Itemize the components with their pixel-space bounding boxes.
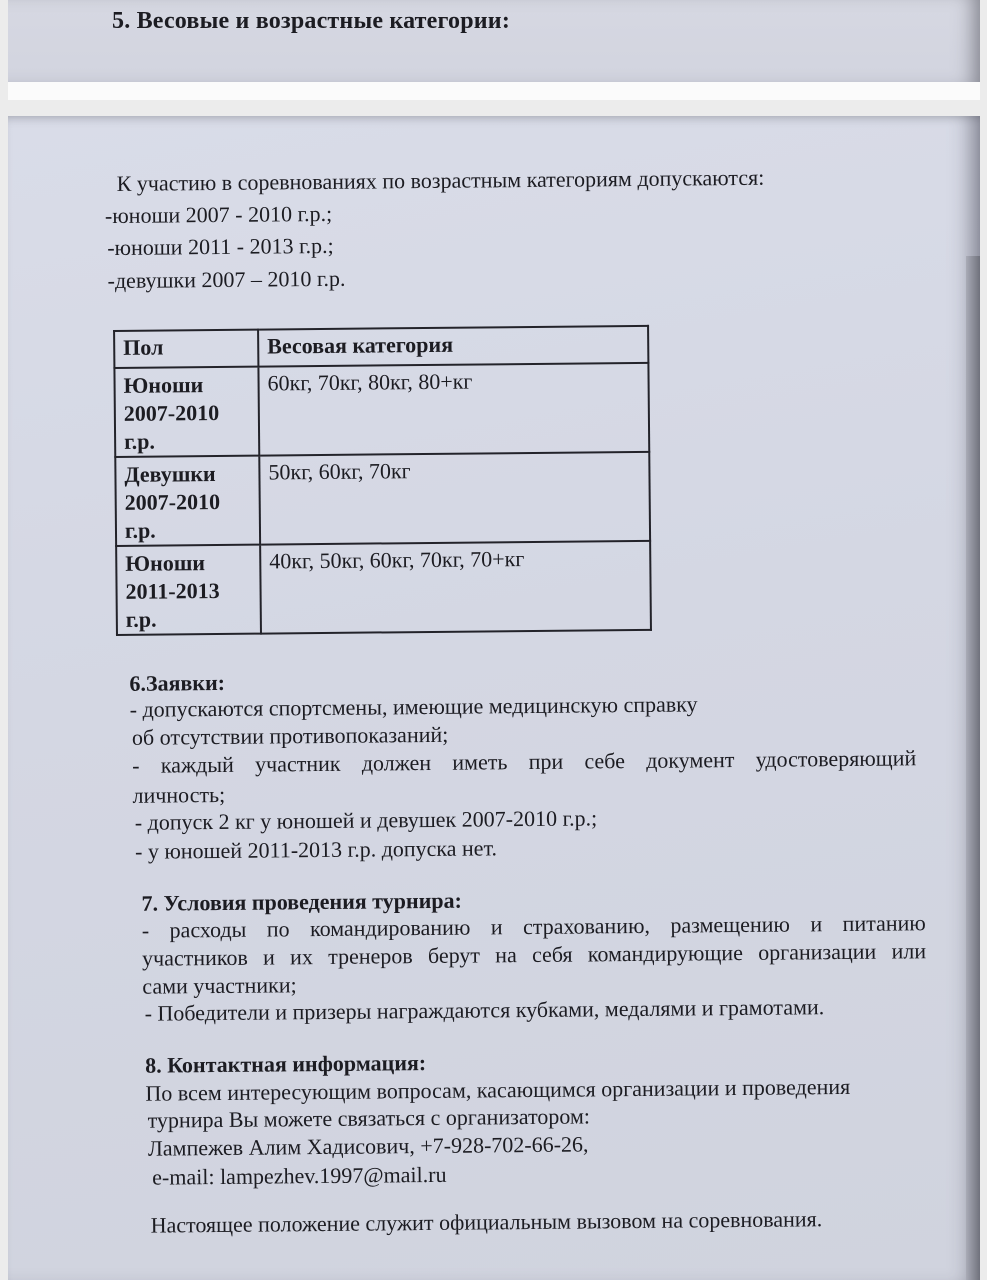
- footer-note: Настоящее положение служит официальным вызовом на соревнования.: [150, 1206, 823, 1238]
- intro-text: К участию в соревнованиях по возрастным категориям допускаются:: [116, 164, 765, 196]
- weight-category-table: [113, 325, 652, 636]
- page-photo-main: [8, 116, 980, 1280]
- table-cell-weights: 60кг, 70кг, 80кг, 80+кг: [258, 363, 649, 456]
- section-6-line: - допуск 2 кг у юношей и девушек 2007-2010 г.р.;: [134, 805, 598, 835]
- section-6-line: - допускаются спортсмены, имеющие медицинскую справку: [129, 691, 698, 722]
- section-7-line: участников и их тренеров берут на себя командирующие организации или: [141, 938, 927, 971]
- section-7-line: сами участники;: [142, 972, 297, 999]
- section-7-title: 7. Условия проведения турнира:: [141, 887, 462, 916]
- document-content: [8, 116, 980, 1280]
- page-photo-top: [8, 0, 980, 82]
- table-header-weight: Весовая категория: [258, 326, 648, 367]
- section-7-line: - расходы по командированию и страхованию, размещению и питанию: [141, 910, 926, 943]
- divider: [8, 82, 980, 100]
- table-header-sex: Пол: [114, 330, 258, 368]
- intro-item: -юноши 2007 - 2010 г.р.;: [104, 200, 333, 229]
- section-8-line: турнира Вы можете связаться с организатором:: [147, 1103, 591, 1133]
- section-6-title: 6.Заявки:: [129, 669, 226, 696]
- table-cell-sex: Девушки 2007-2010 г.р.: [115, 456, 260, 546]
- contact-email: e-mail: lampezhev.1997@mail.ru: [152, 1161, 447, 1190]
- table-row: [115, 452, 650, 546]
- table-cell-weights: 40кг, 50кг, 60кг, 70кг, 70+кг: [260, 541, 651, 634]
- intro-item: -девушки 2007 – 2010 г.р.: [107, 265, 346, 294]
- section-6-line: личность;: [132, 781, 226, 808]
- section-8-title: 8. Контактная информация:: [144, 1050, 427, 1078]
- section-6-line: - у юношей 2011-2013 г.р. допуска нет.: [134, 835, 498, 864]
- table-cell-weights: 50кг, 60кг, 70кг: [259, 452, 650, 545]
- intro-item: -юноши 2011 - 2013 г.р.;: [107, 232, 334, 261]
- section-5-title: 5. Весовые и возрастные категории:: [112, 8, 511, 34]
- table-cell-sex: Юноши 2011-2013 г.р.: [116, 545, 261, 635]
- section-6-line: об отсутствии противопоказаний;: [131, 721, 449, 750]
- table-row: [114, 363, 649, 457]
- section-7-line: - Победители и призеры награждаются кубками, медалями и грамотами.: [144, 994, 825, 1026]
- table-row: [116, 541, 651, 635]
- section-6-line: - каждый участник должен иметь при себе документ удостоверяющий: [132, 745, 917, 778]
- section-8-line: Лампежев Алим Хадисович, +7-928-702-66-26,: [147, 1131, 589, 1161]
- section-8-line: По всем интересующим вопросам, касающимся организации и проведения: [145, 1073, 851, 1106]
- table-header-row: [114, 326, 648, 368]
- table-cell-sex: Юноши 2007-2010 г.р.: [114, 367, 259, 457]
